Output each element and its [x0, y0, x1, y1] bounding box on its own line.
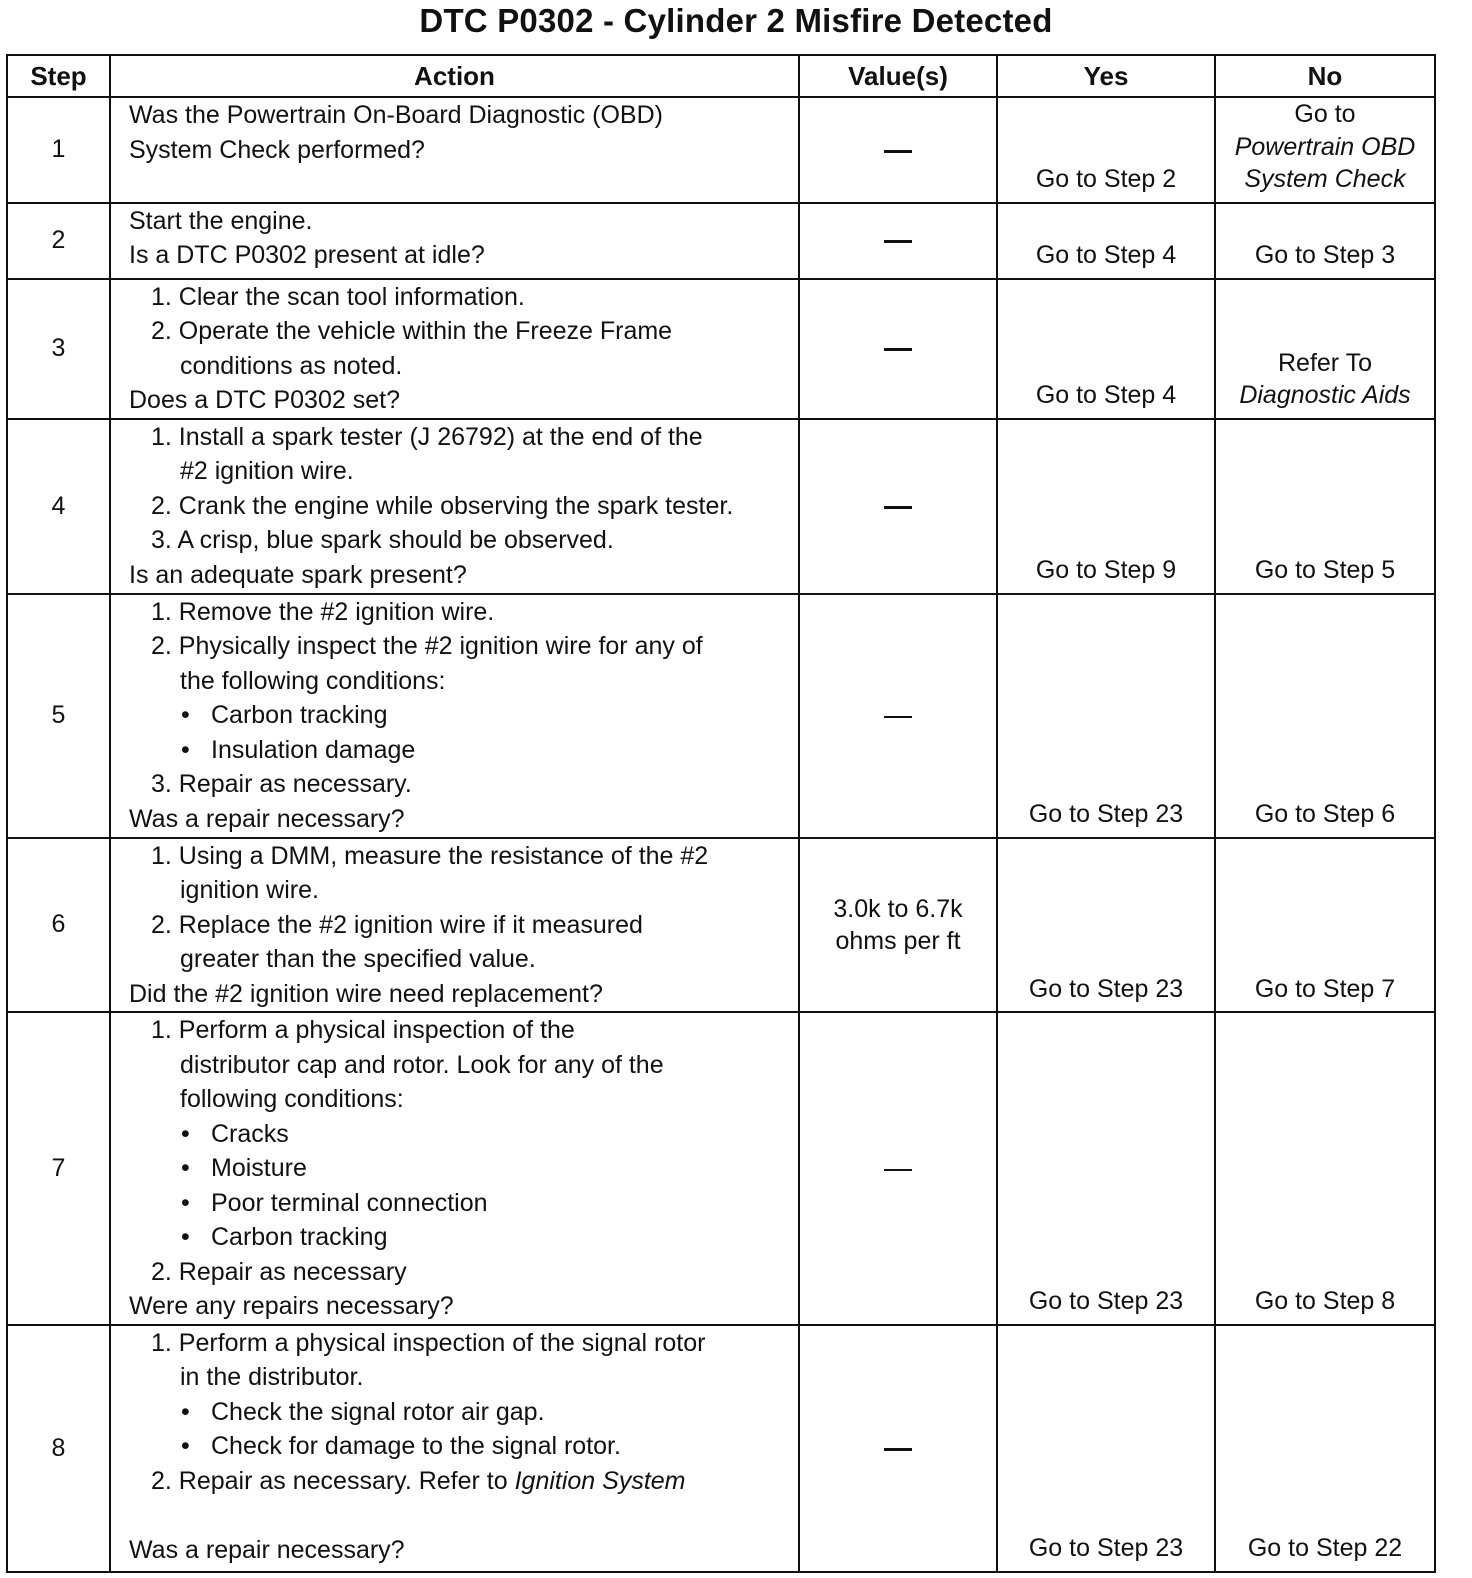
action-line: [129, 908, 788, 943]
no-text: Go to Step 7: [1254, 974, 1396, 1003]
action-line: [129, 1255, 788, 1290]
action-line: [129, 1048, 788, 1083]
value-cell: [799, 419, 997, 594]
action-line: [129, 1013, 788, 1048]
value-cell: [799, 279, 997, 419]
table-row: [7, 203, 1435, 279]
table-row: [7, 419, 1435, 594]
action-text: Poor terminal connection: [211, 1188, 488, 1217]
yes-cell: [997, 97, 1215, 203]
value-cell: [799, 203, 997, 279]
bullet-icon: •: [181, 1119, 190, 1148]
action-text: Was the Powertrain On-Board Diagnostic (OBD): [129, 101, 663, 129]
no-cell: [1215, 419, 1435, 594]
no-text: Refer To: [1277, 348, 1373, 377]
action-text: Is a DTC P0302 present at idle?: [129, 241, 485, 269]
action-text: Is an adequate spark present?: [129, 560, 467, 589]
action-line: [129, 1220, 788, 1255]
no-cell: [1215, 1325, 1435, 1572]
action-cell: [110, 203, 799, 279]
action-line: [129, 767, 788, 802]
action-text: Was a repair necessary?: [129, 804, 405, 833]
yes-cell: [997, 203, 1215, 279]
action-text: 2. Crank the engine while observing the spark tester.: [151, 491, 734, 520]
action-line: [129, 558, 788, 593]
action-cell: [110, 1012, 799, 1325]
value-dash: [884, 348, 912, 351]
no-cell: [1215, 594, 1435, 838]
bullet-icon: •: [181, 1223, 190, 1251]
bullet-icon: •: [181, 735, 190, 764]
no-text: Go to: [1294, 100, 1356, 128]
value-dash: [884, 716, 912, 718]
yes-cell: [997, 279, 1215, 419]
action-line: [129, 238, 788, 273]
action-text: the following conditions:: [180, 666, 446, 695]
yes-cell: [997, 419, 1215, 594]
value-dash: [884, 1169, 912, 1171]
action-text: Was a repair necessary?: [129, 1535, 405, 1564]
action-line: [129, 454, 788, 489]
diagnostic-table: [6, 54, 1436, 1573]
action-line: [129, 1464, 788, 1499]
action-cell: [110, 594, 799, 838]
action-text: Start the engine.: [129, 206, 313, 235]
action-text: conditions as noted.: [180, 351, 403, 380]
table-row: [7, 1325, 1435, 1572]
action-line: [129, 942, 788, 977]
action-line: [129, 1360, 788, 1395]
action-text: 3. A crisp, blue spark should be observed.: [151, 526, 614, 554]
yes-text: Go to Step 23: [1028, 1287, 1184, 1315]
no-text: Go to Step 22: [1247, 1534, 1403, 1562]
action-cell: [110, 1325, 799, 1572]
page-title: DTC P0302 - Cylinder 2 Misfire Detected: [419, 2, 1053, 39]
action-text: distributor cap and rotor. Look for any of the: [180, 1050, 664, 1079]
action-line: [129, 839, 788, 874]
no-text: Go to Step 5: [1254, 556, 1396, 584]
bullet-icon: •: [181, 701, 190, 729]
action-text: System Check performed?: [129, 135, 425, 164]
yes-cell: [997, 1325, 1215, 1572]
action-text: 2. Physically inspect the #2 ignition wire for any of: [151, 632, 703, 660]
value-dash: [884, 240, 912, 243]
bullet-icon: •: [181, 1154, 190, 1182]
no-cell: [1215, 838, 1435, 1013]
action-text: 1. Remove the #2 ignition wire.: [151, 597, 495, 626]
header-step: Step: [7, 55, 110, 97]
no-text: Go to Step 3: [1254, 241, 1396, 269]
yes-text: Go to Step 4: [1035, 381, 1177, 409]
action-cell: [110, 419, 799, 594]
yes-cell: [997, 1012, 1215, 1325]
table-row: [7, 97, 1435, 203]
action-text: 1. Install a spark tester (J 26792) at the end of the: [151, 422, 703, 451]
action-text: Did the #2 ignition wire need replacement?: [129, 979, 603, 1008]
action-cell: [110, 279, 799, 419]
table-body: [7, 97, 1435, 1572]
action-line: [129, 1082, 788, 1117]
action-line: [129, 489, 788, 524]
action-line: [129, 133, 788, 168]
action-text: Carbon tracking: [211, 701, 388, 729]
value-cell: [799, 838, 997, 1013]
action-line: [129, 1429, 788, 1464]
action-text: following conditions:: [180, 1085, 404, 1113]
action-text: 2. Replace the #2 ignition wire if it measured: [151, 910, 643, 939]
action-text: 2. Operate the vehicle within the Freeze Frame: [151, 317, 673, 345]
action-text: 2. Repair as necessary. Refer to: [151, 1466, 515, 1495]
action-text: 1. Using a DMM, measure the resistance of the #2: [151, 841, 709, 870]
action-line: [129, 1117, 788, 1152]
header-no: No: [1215, 55, 1435, 97]
action-text: Insulation damage: [211, 735, 416, 764]
action-line: [129, 733, 788, 768]
header-values: Value(s): [799, 55, 997, 97]
step-number: 4: [7, 419, 110, 594]
action-text: Moisture: [211, 1154, 307, 1182]
step-number: 1: [7, 97, 110, 203]
action-text: 1. Perform a physical inspection of the: [151, 1016, 575, 1044]
no-text: System Check: [1244, 165, 1406, 193]
table-row: [7, 838, 1435, 1013]
yes-cell: [997, 838, 1215, 1013]
table-row: [7, 1012, 1435, 1325]
action-line: [129, 1289, 788, 1324]
no-text: Go to Step 8: [1254, 1287, 1396, 1315]
table-header-row: [7, 55, 1435, 97]
action-line: [129, 595, 788, 630]
action-line: [129, 1186, 788, 1221]
step-number: 5: [7, 594, 110, 838]
value-text: 3.0k to 6.7k: [833, 894, 963, 923]
no-cell: [1215, 279, 1435, 419]
yes-text: Go to Step 9: [1035, 556, 1177, 584]
action-text: 3. Repair as necessary.: [151, 770, 412, 798]
action-line: [129, 383, 788, 418]
step-number: 7: [7, 1012, 110, 1325]
value-text: ohms per ft: [835, 926, 961, 955]
action-text: in the distributor.: [180, 1363, 364, 1391]
yes-text: Go to Step 23: [1028, 800, 1184, 828]
yes-cell: [997, 594, 1215, 838]
value-cell: [799, 1012, 997, 1325]
value-dash: [884, 506, 912, 509]
yes-text: Go to Step 2: [1035, 165, 1177, 193]
action-line: [129, 664, 788, 699]
step-number: 3: [7, 279, 110, 419]
action-line: [129, 1533, 788, 1568]
action-cell: [110, 97, 799, 203]
action-line: [129, 698, 788, 733]
header-action: Action: [110, 55, 799, 97]
action-text: Does a DTC P0302 set?: [129, 386, 400, 414]
action-line: [129, 1326, 788, 1361]
header-yes: Yes: [997, 55, 1215, 97]
action-line: [129, 420, 788, 455]
no-text: Diagnostic Aids: [1239, 381, 1411, 409]
table-row: [7, 279, 1435, 419]
action-line: [129, 349, 788, 384]
no-cell: [1215, 97, 1435, 203]
action-reference: Ignition System: [514, 1466, 686, 1495]
action-text: 1. Clear the scan tool information.: [151, 282, 525, 311]
step-number: 2: [7, 203, 110, 279]
value-dash: [884, 1448, 912, 1451]
action-text: 2. Repair as necessary: [151, 1257, 407, 1286]
action-text: Check for damage to the signal rotor.: [211, 1432, 621, 1460]
action-text: Carbon tracking: [211, 1223, 388, 1251]
action-line: [129, 1395, 788, 1430]
bullet-icon: •: [181, 1397, 190, 1426]
action-text: #2 ignition wire.: [180, 457, 354, 485]
action-line: [129, 523, 788, 558]
bullet-icon: •: [181, 1432, 190, 1460]
action-line: [129, 629, 788, 664]
yes-text: Go to Step 4: [1035, 241, 1177, 269]
action-line: [129, 977, 788, 1012]
action-text: ignition wire.: [180, 876, 319, 904]
yes-text: Go to Step 23: [1028, 1534, 1184, 1562]
action-text: Were any repairs necessary?: [129, 1292, 454, 1320]
bullet-icon: •: [181, 1188, 190, 1217]
action-line: [129, 98, 788, 133]
step-number: 6: [7, 838, 110, 1013]
step-number: 8: [7, 1325, 110, 1572]
action-text: greater than the specified value.: [180, 945, 536, 973]
action-line: [129, 204, 788, 239]
action-text: Check the signal rotor air gap.: [211, 1397, 545, 1426]
yes-text: Go to Step 23: [1028, 974, 1184, 1003]
table-row: [7, 594, 1435, 838]
action-line: [129, 314, 788, 349]
action-line: [129, 1498, 788, 1533]
no-text: Powertrain OBD: [1234, 132, 1416, 161]
no-text: Go to Step 6: [1254, 800, 1396, 828]
action-text: 1. Perform a physical inspection of the signal rotor: [151, 1328, 706, 1357]
action-cell: [110, 838, 799, 1013]
no-cell: [1215, 203, 1435, 279]
value-cell: [799, 594, 997, 838]
value-cell: [799, 97, 997, 203]
action-line: [129, 1151, 788, 1186]
no-cell: [1215, 1012, 1435, 1325]
action-line: [129, 873, 788, 908]
action-line: [129, 280, 788, 315]
value-cell: [799, 1325, 997, 1572]
action-text: Cracks: [211, 1119, 289, 1148]
action-line: [129, 802, 788, 837]
value-dash: [884, 150, 912, 153]
